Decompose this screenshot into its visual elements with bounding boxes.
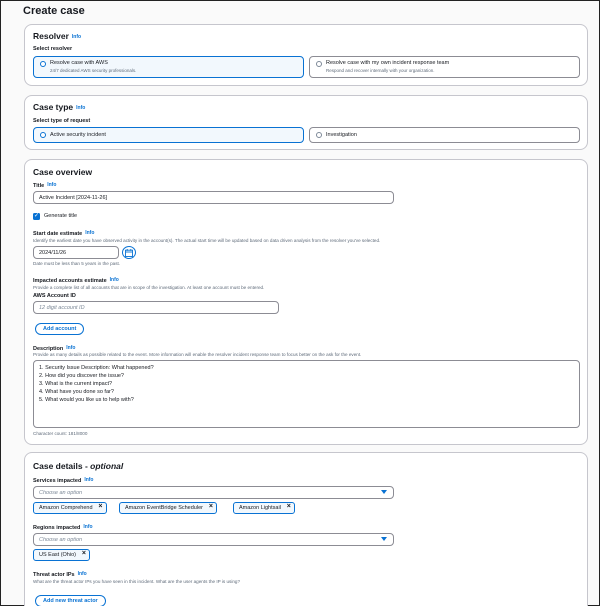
threat-info-link[interactable]: Info [77, 571, 87, 577]
case-details-heading [33, 461, 123, 471]
threat-actor-label-text: Threat actor IPs [33, 572, 75, 578]
chevron-down-icon [381, 490, 387, 494]
add-account-button[interactable]: Add account [35, 323, 84, 335]
impacted-info-link[interactable]: Info [109, 277, 119, 283]
case-type-option-investigation[interactable] [309, 127, 580, 143]
regions-select[interactable] [33, 533, 394, 546]
radio-investigation[interactable] [316, 132, 322, 138]
service-token-label: Amazon EventBridge Scheduler [125, 505, 203, 511]
select-type-label: Select type of request [33, 118, 91, 124]
regions-info-link[interactable]: Info [83, 524, 93, 530]
description-label [33, 345, 75, 352]
services-select[interactable] [33, 486, 394, 499]
resolver-info-link[interactable]: Info [71, 34, 82, 40]
description-info-link[interactable]: Info [66, 345, 76, 351]
service-token [33, 502, 107, 514]
remove-token-icon[interactable]: × [81, 550, 86, 557]
generate-title-checkbox[interactable]: ✓ [33, 213, 40, 219]
case-details-heading-text: Case details - [33, 461, 91, 471]
resolver-option-aws[interactable] [33, 56, 304, 78]
resolver-heading [33, 31, 81, 41]
resolver-option-own-team-title: Resolve case with my own incident response team [326, 60, 450, 66]
case-details-section [24, 452, 588, 606]
case-type-heading-text: Case type [33, 102, 74, 112]
select-resolver-label: Select resolver [33, 46, 73, 52]
case-type-section [24, 95, 588, 150]
resolver-option-own-team-subtitle: Respond and recover internally with your organization. [326, 68, 435, 73]
regions-label [33, 524, 93, 531]
services-placeholder: Choose an option [39, 490, 83, 496]
account-id-input[interactable] [33, 301, 279, 314]
services-label-text: Services impacted [33, 478, 82, 484]
description-line: 4. What have you done so far? [39, 389, 114, 395]
region-token-label: US East (Ohio) [39, 552, 76, 558]
chevron-down-icon [381, 537, 387, 541]
start-date-label-text: Start date estimate [33, 231, 83, 237]
radio-active-incident[interactable] [40, 132, 46, 138]
account-id-placeholder: 12 digit account ID [39, 305, 85, 311]
case-type-option-active-title: Active security incident [50, 132, 106, 138]
service-token-label: Amazon Lightsail [239, 505, 281, 511]
resolver-heading-text: Resolver [33, 31, 69, 41]
case-overview-section [24, 159, 588, 445]
start-date-label [33, 230, 94, 237]
case-type-heading [33, 102, 85, 112]
resolver-option-aws-title: Resolve case with AWS [50, 60, 108, 66]
service-token-label: Amazon Comprehend [39, 505, 93, 511]
regions-label-text: Regions impacted [33, 525, 81, 531]
resolver-section [24, 24, 588, 86]
remove-token-icon[interactable]: × [208, 503, 213, 510]
case-overview-heading: Case overview [33, 167, 93, 177]
description-help: Provide as many details as possible related to the event. More information will enable the resolver incident response team to focus better on the ask for the event. [33, 352, 362, 357]
remove-token-icon[interactable]: × [98, 503, 103, 510]
title-info-link[interactable]: Info [47, 182, 57, 188]
services-label [33, 477, 93, 484]
title-label-text: Title [33, 183, 45, 189]
description-line: 5. What would you like us to help with? [39, 397, 134, 403]
description-line: 2. How did you discover the issue? [39, 373, 124, 379]
title-label [33, 182, 56, 189]
page-title: Create case [23, 5, 85, 17]
character-count: Character count: 181/8000 [33, 431, 88, 436]
description-line: 1. Security Issue Description: What happened? [39, 365, 154, 371]
generate-title-label: Generate title [44, 213, 78, 219]
resolver-option-aws-subtitle: 24/7 dedicated AWS security professionals. [50, 68, 137, 73]
radio-aws[interactable] [40, 61, 46, 67]
regions-placeholder: Choose an option [39, 537, 83, 543]
case-type-info-link[interactable]: Info [76, 105, 86, 111]
add-threat-actor-button[interactable]: Add new threat actor [35, 595, 106, 606]
services-info-link[interactable]: Info [84, 477, 94, 483]
case-type-option-active[interactable] [33, 127, 304, 143]
threat-actor-description: What are the threat actor IPs you have seen in this incident. What are the user agents the IP is using? [33, 579, 241, 584]
start-date-info-link[interactable]: Info [85, 230, 95, 236]
account-id-label: AWS Account ID [33, 293, 76, 299]
start-date-hint: Date must be less than 5 years in the past. [33, 261, 121, 266]
start-date-description: Identify the earliest date you have observed activity in the account(s). The actual start time will be updated based on data driven analysis from the resolver you've selected. [33, 238, 381, 243]
impacted-accounts-label-text: Impacted accounts estimate [33, 278, 107, 284]
radio-own-team[interactable] [316, 61, 322, 67]
calendar-icon [125, 249, 133, 257]
case-type-option-investigation-title: Investigation [326, 132, 357, 138]
case-details-optional: optional [90, 461, 124, 471]
description-line: 3. What is the current impact? [39, 381, 113, 387]
impacted-accounts-label [33, 277, 119, 284]
title-input[interactable]: Active Incident [2024-11-26] [33, 191, 394, 204]
region-token [33, 549, 90, 561]
start-date-input[interactable]: 2024/11/26 [33, 246, 119, 259]
description-label-text: Description [33, 346, 64, 352]
remove-token-icon[interactable]: × [286, 503, 291, 510]
service-token [233, 502, 295, 514]
service-token [119, 502, 217, 514]
threat-actor-label [33, 571, 87, 578]
resolver-option-own-team[interactable] [309, 56, 580, 78]
impacted-accounts-description: Provide a complete list of all accounts that are in scope of the investigation. At least one account must be entered. [33, 285, 265, 290]
description-textarea[interactable] [33, 360, 580, 428]
calendar-button[interactable] [122, 246, 136, 259]
